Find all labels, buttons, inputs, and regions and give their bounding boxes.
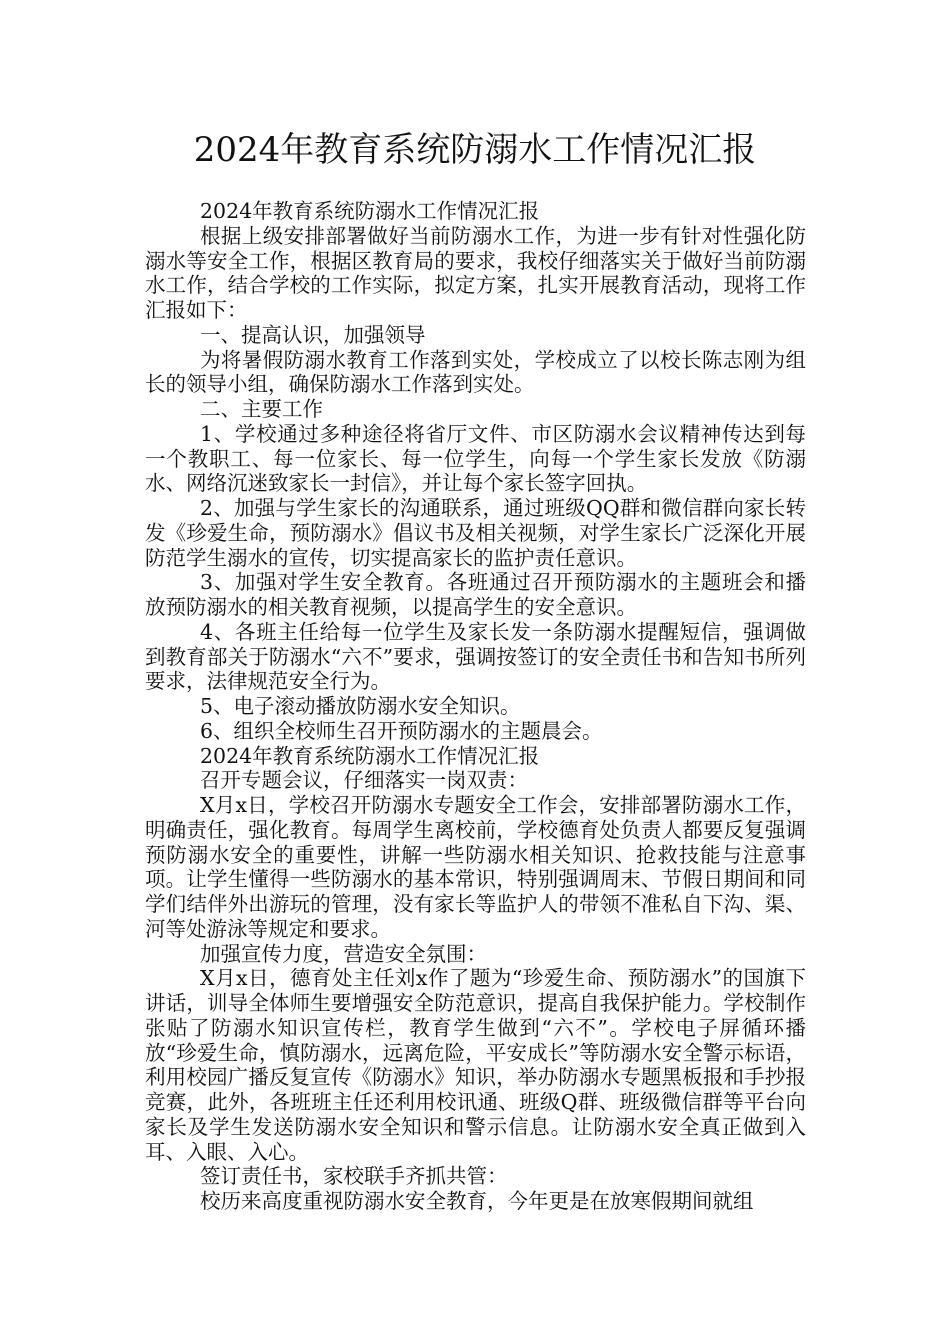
paragraph: 校历来高度重视防溺水安全教育，今年更是在放寒假期间就组 <box>200 1189 754 1213</box>
list-item: 4、各班主任给每一位学生及家长发一条防溺水提醒短信，强调做到教育部关于防溺水“六不”要求，强调按签订的安全责任书和告知书所列要求，法律规范安全行为。 <box>145 619 806 694</box>
paragraph-intro: 根据上级安排部署做好当前防溺水工作，为进一步有针对性强化防溺水等安全工作，根据区教育局的要求，我校仔细落实关于做好当前防溺水工作，结合学校的工作实际，拟定方案，扎实开展教育活动，现将工作汇报如下： <box>145 223 806 322</box>
paragraph: X月x日，学校召开防溺水专题安全工作会，安排部署防溺水工作，明确责任，强化教育。每周学生离校前，学校德育处负责人都要反复强调预防溺水安全的重要性，讲解一些防溺水相关知识、抢救技能与注意事项。让学生懂得一些防溺水的基本常识，特别强调周末、节假日期间和同学们结伴外出游玩的管理，没有家长等监护人的带领不准私自下沟、渠、河等处游泳等规定和要求。 <box>145 793 806 941</box>
list-item: 1、学校通过多种途径将省厅文件、市区防溺水会议精神传达到每一个教职工、每一位家长、每一位学生，向每一个学生家长发放《防溺水、网络沉迷致家长一封信》，并让每个家长签字回执。 <box>145 421 806 496</box>
section-heading-2: 二、主要工作 <box>200 397 323 421</box>
subsection-heading: 加强宣传力度，营造安全氛围： <box>200 941 487 966</box>
subsection-heading: 召开专题会议，仔细落实一岗双责： <box>200 768 528 793</box>
paragraph: X月x日，德育处主任刘x作了题为“珍爱生命、预防溺水”的国旗下讲话，训导全体师生要增强安全防范意识，提高自我保护能力。学校制作张贴了防溺水知识宣传栏，教育学生做到“六不”。学校电子屏循环播放“珍爱生命，慎防溺水，远离危险，平安成长”等防溺水安全警示标语，利用校园广播反复宣传《防溺水》知识，举办防溺水专题黑板报和手抄报竞赛，此外，各班班主任还利用校讯通、班级Q群、班级微信群等平台向家长及学生发送防溺水安全知识和警示信息。让防溺水安全真正做到入耳、入眼、入心。 <box>145 966 806 1164</box>
document-body <box>145 199 806 1214</box>
list-item: 5、电子滚动播放防溺水安全知识。 <box>200 694 521 718</box>
document-title: 2024年教育系统防溺水工作情况汇报 <box>193 130 757 170</box>
subsection-heading: 签订责任书，家校联手齐抓共管： <box>200 1164 508 1189</box>
list-item: 3、加强对学生安全教育。各班通过召开预防溺水的主题班会和播放预防溺水的相关教育视频，以提高学生的安全意识。 <box>145 570 806 619</box>
section-heading-1: 一、提高认识，加强领导 <box>200 322 426 347</box>
paragraph-subtitle: 2024年教育系统防溺水工作情况汇报 <box>200 199 540 223</box>
list-item: 6、组织全校师生召开预防溺水的主题晨会。 <box>200 718 603 743</box>
paragraph: 为将暑假防溺水教育工作落到实处，学校成立了以校长陈志刚为组长的领导小组，确保防溺水工作落到实处。 <box>145 347 806 397</box>
paragraph-subtitle: 2024年教育系统防溺水工作情况汇报 <box>200 743 540 768</box>
list-item: 2、加强与学生家长的沟通联系，通过班级QQ群和微信群向家长转发《珍爱生命，预防溺水》倡议书及相关视频，对学生家长广泛深化开展防范学生溺水的宣传，切实提高家长的监护责任意识。 <box>145 496 806 570</box>
